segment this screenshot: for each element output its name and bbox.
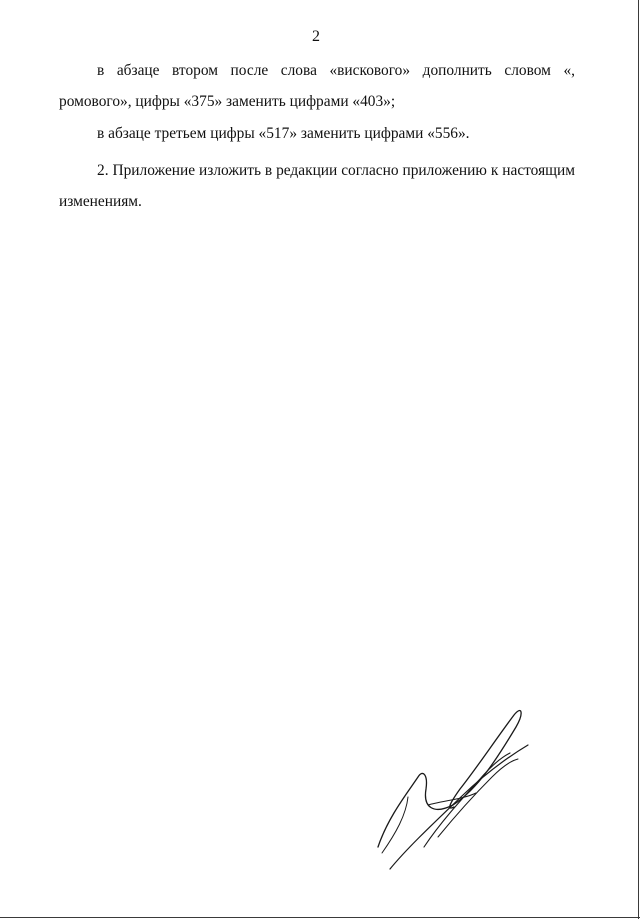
handwritten-signature — [368, 697, 538, 877]
page-number: 2 — [312, 28, 320, 45]
paragraph-amendment-third-subparagraph: в абзаце третьем цифры «517» заменить цифрами «556». — [97, 125, 470, 142]
page-edge-right — [638, 0, 639, 919]
page-edge-bottom — [0, 917, 640, 918]
paragraph-appendix-revision: 2. Приложение изложить в редакции согласно приложению к настоящим изменениям. — [59, 162, 575, 210]
paragraph-amendment-second-subparagraph: в абзаце втором после слова «вискового» дополнить словом «, ромового», цифры «375» заменить цифрами «403»; — [59, 62, 575, 110]
